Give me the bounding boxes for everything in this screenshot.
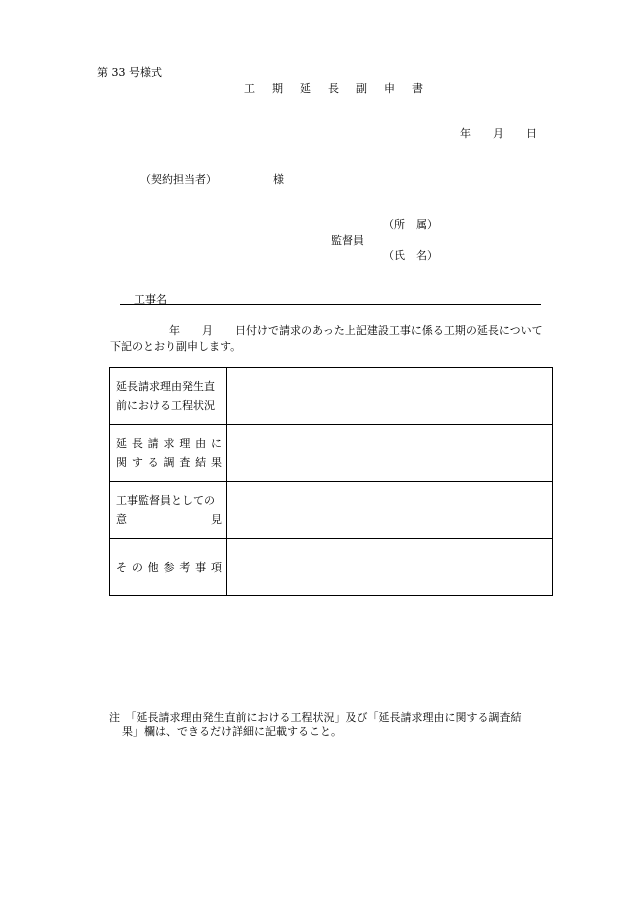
table-row — [110, 368, 553, 425]
document-title: 工 期 延 長 副 申 書 — [244, 82, 426, 95]
note-line-2: 果」欄は、できるだけ詳細に記載すること。 — [122, 725, 342, 738]
table-row — [110, 539, 553, 596]
project-name-label: 工事名 — [134, 293, 167, 306]
value-cell-investigation-result[interactable] — [227, 425, 553, 482]
body-text-line-1: 年 月 日付けで請求のあった上記建設工事に係る工期の延長について — [169, 324, 543, 337]
body-text-line-2: 下記のとおり副申します。 — [110, 340, 242, 353]
row-label-progress-status — [110, 368, 227, 425]
value-cell-other-references[interactable] — [227, 539, 553, 596]
label-line: 前における工程状況 — [116, 399, 215, 412]
form-number: 第 33 号様式 — [97, 66, 162, 79]
project-name-field[interactable] — [120, 293, 541, 305]
value-cell-supervisor-opinion[interactable] — [227, 482, 553, 539]
row-label-investigation-result — [110, 425, 227, 482]
value-cell-progress-status[interactable] — [227, 368, 553, 425]
affiliation-label: （所 属） — [383, 218, 438, 231]
date-line: 年 月 日 — [460, 127, 537, 140]
label-line: 関 す る 調 査 結 果 — [116, 456, 222, 469]
label-line: 工事監督員としての — [116, 494, 215, 507]
note-line-1: 注 「延長請求理由発生直前における工程状況」及び「延長請求理由に関する調査結 — [109, 711, 522, 724]
label-line: そ の 他 参 考 事 項 — [116, 560, 222, 574]
label-line: 意 見 — [116, 513, 222, 526]
addressee-label: （契約担当者） — [140, 173, 217, 186]
row-label-other-references — [110, 539, 227, 596]
row-label-supervisor-opinion — [110, 482, 227, 539]
report-table — [109, 367, 553, 596]
table-row — [110, 482, 553, 539]
name-label: （氏 名） — [383, 249, 438, 262]
addressee-honorific: 様 — [273, 173, 284, 186]
label-line: 延長請求理由発生直 — [116, 380, 215, 393]
supervisor-label: 監督員 — [331, 234, 364, 247]
table-row — [110, 425, 553, 482]
label-line: 延 長 請 求 理 由 に — [116, 437, 222, 450]
